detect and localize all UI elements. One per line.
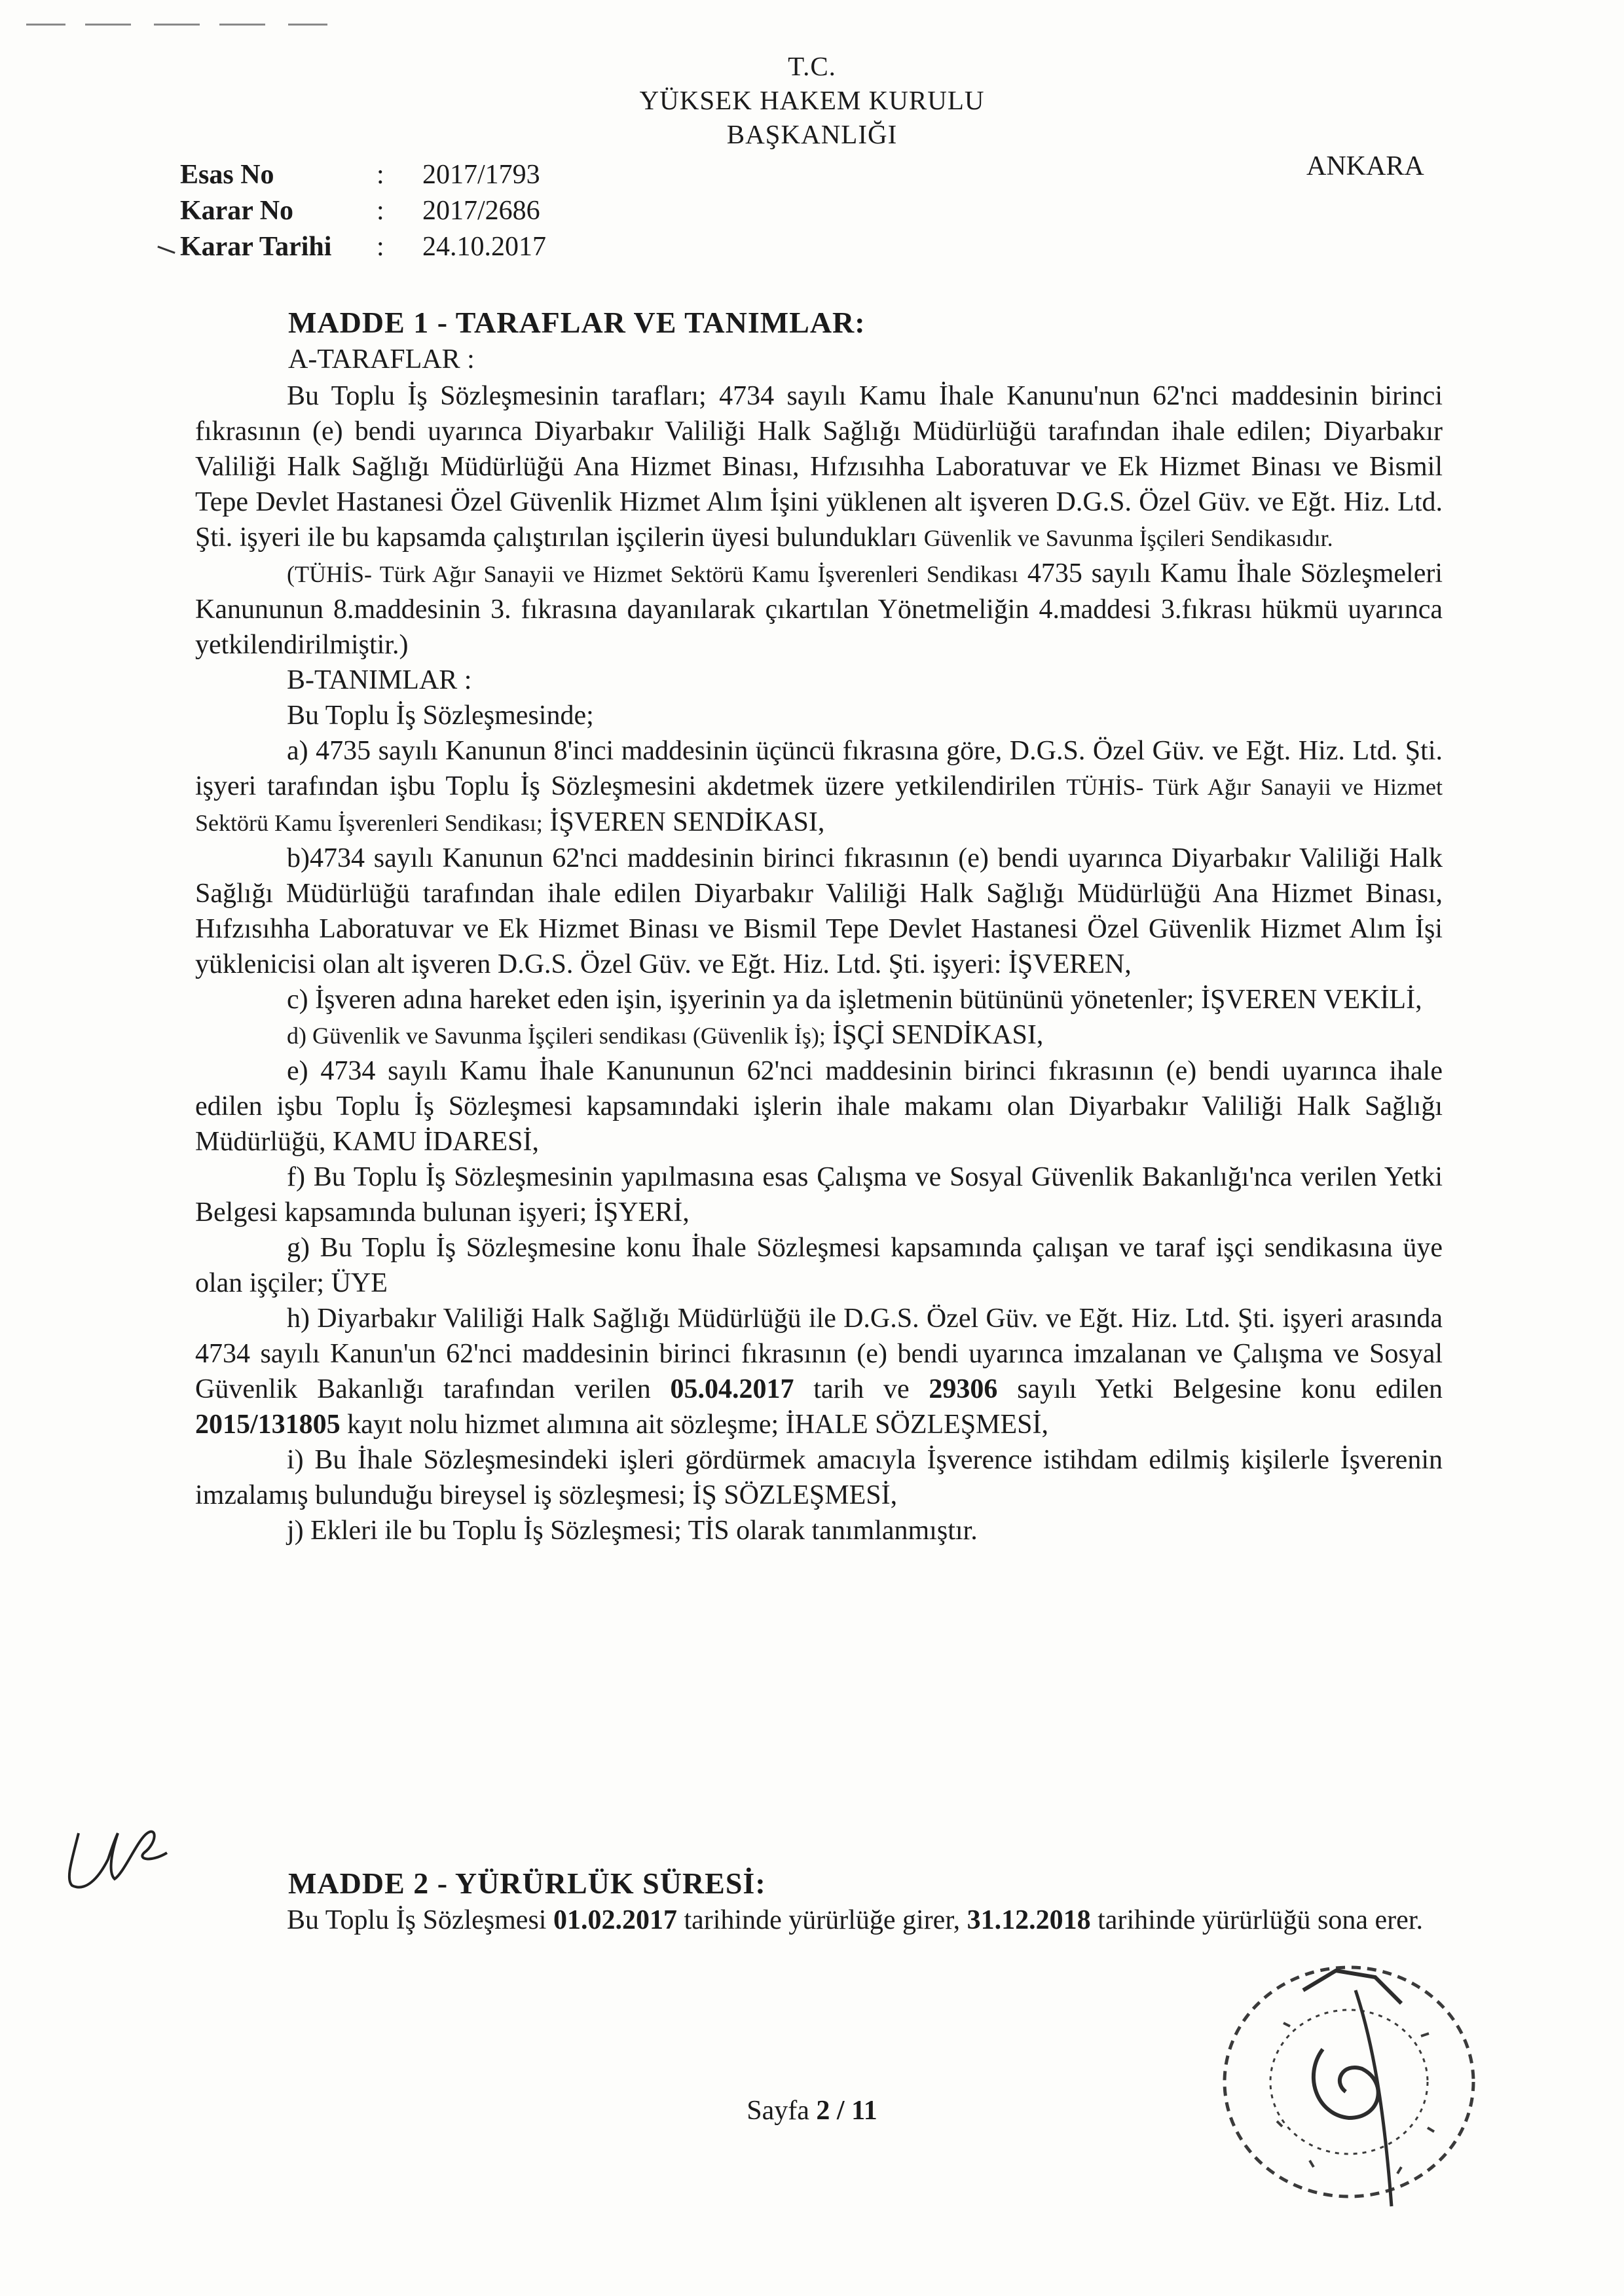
authorization-note: 4735 sayılı Kamu İhale Sözleşmeleri Kanununun 8.maddesinin 3. fıkrasına dayanılarak çıkartılan Yönetmeliğin 4.maddesi 3.fıkrası hükmü uyarınca yetkilendirilmiştir.) bbox=[195, 558, 1443, 660]
madde2-body bbox=[195, 1903, 1443, 1938]
definition-h-text-3: sayılı Yetki Belgesine konu edilen bbox=[1017, 1374, 1443, 1404]
meta-tarih bbox=[180, 229, 546, 265]
definition-f bbox=[195, 1159, 1443, 1230]
madde2-text-2: tarihinde yürürlüğe girer, bbox=[684, 1905, 961, 1935]
definition-j-text: j) Ekleri ile bu Toplu İş Sözleşmesi; TİS olarak tanımlanmıştır. bbox=[287, 1516, 978, 1546]
meta-karar bbox=[180, 193, 540, 229]
colon: : bbox=[377, 232, 384, 262]
page-prefix: Sayfa bbox=[747, 2096, 809, 2126]
header-tc: T.C. bbox=[788, 51, 836, 81]
header-institution: YÜKSEK HAKEM KURULU bbox=[639, 85, 985, 115]
definition-f-text: f) Bu Toplu İş Sözleşmesinin yapılmasına esas Çalışma ve Sosyal Güvenlik Bakanlığı'nca verilen Yetki Belgesi kapsamında bulunan işyeri; İŞYERİ, bbox=[195, 1162, 1443, 1228]
meta-esas bbox=[180, 157, 540, 193]
margin-dash bbox=[157, 246, 175, 253]
header-city: ANKARA bbox=[1306, 151, 1424, 181]
definition-a bbox=[195, 733, 1443, 841]
definition-c-text: c) İşveren adına hareket eden işin, işyerinin ya da işletmenin bütününü yönetenler; İŞVEREN VEKİLİ, bbox=[287, 985, 1422, 1015]
tarih-value: 24.10.2017 bbox=[422, 232, 546, 262]
tanimlar-intro bbox=[195, 698, 1443, 733]
definition-a-text: a) 4735 sayılı Kanunun 8'inci maddesinin üçüncü fıkrasına göre, D.G.S. Özel Güv. ve Eğt. Hiz. Ltd. Şti. işyeri tarafından işbu Toplu İş Sözleşmesini akdetmek üzere yetkilendirilen bbox=[195, 736, 1443, 801]
colon: : bbox=[377, 196, 384, 226]
madde1-title: MADDE 1 - TARAFLAR VE TANIMLAR: bbox=[288, 306, 866, 339]
colon: : bbox=[377, 160, 384, 190]
definition-i-text: i) Bu İhale Sözleşmesindeki işleri gördürmek amacıyla İşverence istihdam edilmiş kişilerle İşverenin imzalamış bulunduğu bireysel iş sözleşmesi; İŞ SÖZLEŞMESİ, bbox=[195, 1445, 1443, 1510]
taraflar-paragraph bbox=[195, 378, 1443, 556]
definition-d-term: İŞÇİ SENDİKASI, bbox=[832, 1020, 1044, 1050]
end-date: 31.12.2018 bbox=[967, 1905, 1091, 1935]
definition-e bbox=[195, 1053, 1443, 1159]
start-date: 01.02.2017 bbox=[553, 1905, 677, 1935]
definition-h bbox=[195, 1301, 1443, 1442]
tanimlar-title-text: B-TANIMLAR : bbox=[287, 665, 472, 695]
taraflar-note bbox=[195, 556, 1443, 663]
definition-d-text: d) Güvenlik ve Savunma İşçileri sendikası (Güvenlik İş); bbox=[287, 1023, 826, 1049]
taraflar-text: Bu Toplu İş Sözleşmesinin tarafları; 4734 sayılı Kamu İhale Kanunu'nun 62'nci maddesinin birinci fıkrasının (e) bendi uyarınca Diyarbakır Valiliği Halk Sağlığı Müdürlüğü tarafından ihale edilen; Diyarbakır Valiliği Halk Sağlığı Müdürlüğü Ana Hizmet Binası, Hıfzısıhha Laboratuvar ve Ek Hizmet Binası ve Bismil Tepe Devlet Hastanesi Özel Güvenlik Hizmet Alım İşini yüklenen alt işveren D.G.S. Özel Güv. ve Eğt. Hiz. Ltd. Şti. işyeri ile bu kapsamda çalıştırılan işçilerin üyesi bulundukları bbox=[195, 381, 1443, 553]
definition-h-text: h) Diyarbakır Valiliği Halk Sağlığı Müdürlüğü ile D.G.S. Özel Güv. ve Eğt. Hiz. Ltd. Şti. işyeri arasında 4734 sayılı Kanun'un 62'nci maddesinin birinci fıkrasının (e) bendi uyarınca imzalanan ve Çalışma ve Sosyal Güvenlik Bakanlığı tarafından verilen bbox=[195, 1303, 1443, 1404]
scan-mark bbox=[26, 24, 65, 26]
tarih-label: Karar Tarihi bbox=[180, 232, 332, 262]
header-presidency: BAŞKANLIĞI bbox=[726, 119, 898, 149]
page-separator: / bbox=[836, 2096, 845, 2126]
definition-h-record: 2015/131805 bbox=[195, 1410, 341, 1440]
definition-c bbox=[195, 982, 1443, 1017]
madde2-paragraph bbox=[195, 1903, 1443, 1938]
karar-value: 2017/2686 bbox=[422, 196, 540, 226]
madde2-text-1: Bu Toplu İş Sözleşmesi bbox=[287, 1905, 547, 1935]
page-number bbox=[0, 2095, 1624, 2126]
definition-g-text: g) Bu Toplu İş Sözleşmesine konu İhale Sözleşmesi kapsamında çalışan ve taraf işçi sendikasına üye olan işçiler; ÜYE bbox=[195, 1233, 1443, 1298]
definition-j bbox=[195, 1513, 1443, 1548]
definition-b bbox=[195, 841, 1443, 982]
definition-h-number: 29306 bbox=[929, 1374, 998, 1404]
definition-a-term: İŞVEREN SENDİKASI, bbox=[549, 807, 825, 837]
taraflar-title: A-TARAFLAR : bbox=[288, 344, 475, 374]
definition-e-text: e) 4734 sayılı Kamu İhale Kanununun 62'nci maddesinin birinci fıkrasının (e) bendi uyarınca ihale edilen işbu Toplu İş Sözleşmesi kapsamındaki işlerin ihale makamı olan Diyarbakır Valiliği Halk Sağlığı Müdürlüğü, KAMU İDARESİ, bbox=[195, 1056, 1443, 1157]
definition-h-text-2: tarih ve bbox=[813, 1374, 910, 1404]
definition-h-date: 05.04.2017 bbox=[670, 1374, 794, 1404]
madde1-body bbox=[195, 378, 1443, 1548]
scan-mark bbox=[288, 24, 327, 26]
definition-b-text: b)4734 sayılı Kanunun 62'nci maddesinin birinci fıkrasının (e) bendi uyarınca Diyarbakır Valiliği Halk Sağlığı Müdürlüğü tarafından ihale edilen Diyarbakır Valiliği Halk Sağlığı Müdürlüğü Ana Hizmet Binası, Hıfzısıhha Laboratuvar ve Ek Hizmet Binası ve Bismil Tepe Devlet Hastanesi Özel Güvenlik Hizmet Alım İşi yüklenicisi olan alt işveren D.G.S. Özel Güv. ve Eğt. Hiz. Ltd. Şti. işyeri: İŞVEREN, bbox=[195, 843, 1443, 979]
madde2-text-3: tarihinde yürürlüğü sona erer. bbox=[1098, 1905, 1423, 1935]
definition-a-tuhis: TÜHİS- Türk Ağır Sanayii ve Hizmet Sektörü Kamu İşverenleri Sendikası; bbox=[195, 774, 1443, 836]
scan-mark bbox=[219, 24, 265, 26]
definition-d bbox=[195, 1017, 1443, 1053]
page-current: 2 bbox=[816, 2096, 830, 2126]
page-total: 11 bbox=[851, 2096, 877, 2126]
scan-mark bbox=[85, 24, 131, 26]
official-seal bbox=[1205, 1951, 1493, 2213]
definition-i bbox=[195, 1442, 1443, 1513]
esas-label: Esas No bbox=[180, 160, 274, 190]
definition-g bbox=[195, 1230, 1443, 1301]
tanimlar-title bbox=[195, 663, 1443, 698]
tanimlar-intro-text: Bu Toplu İş Sözleşmesinde; bbox=[287, 701, 594, 731]
esas-value: 2017/1793 bbox=[422, 160, 540, 190]
handwritten-initials bbox=[52, 1813, 183, 1899]
karar-label: Karar No bbox=[180, 196, 294, 226]
scan-mark bbox=[154, 24, 200, 26]
taraflar-union: Güvenlik ve Savunma İşçileri Sendikasıdır. bbox=[923, 525, 1333, 551]
definition-h-text-4: kayıt nolu hizmet alımına ait sözleşme; İHALE SÖZLEŞMESİ, bbox=[347, 1410, 1048, 1440]
madde2-title: MADDE 2 - YÜRÜRLÜK SÜRESİ: bbox=[288, 1867, 766, 1900]
tuhis-note: (TÜHİS- Türk Ağır Sanayii ve Hizmet Sektörü Kamu İşverenleri Sendikası bbox=[287, 561, 1018, 587]
